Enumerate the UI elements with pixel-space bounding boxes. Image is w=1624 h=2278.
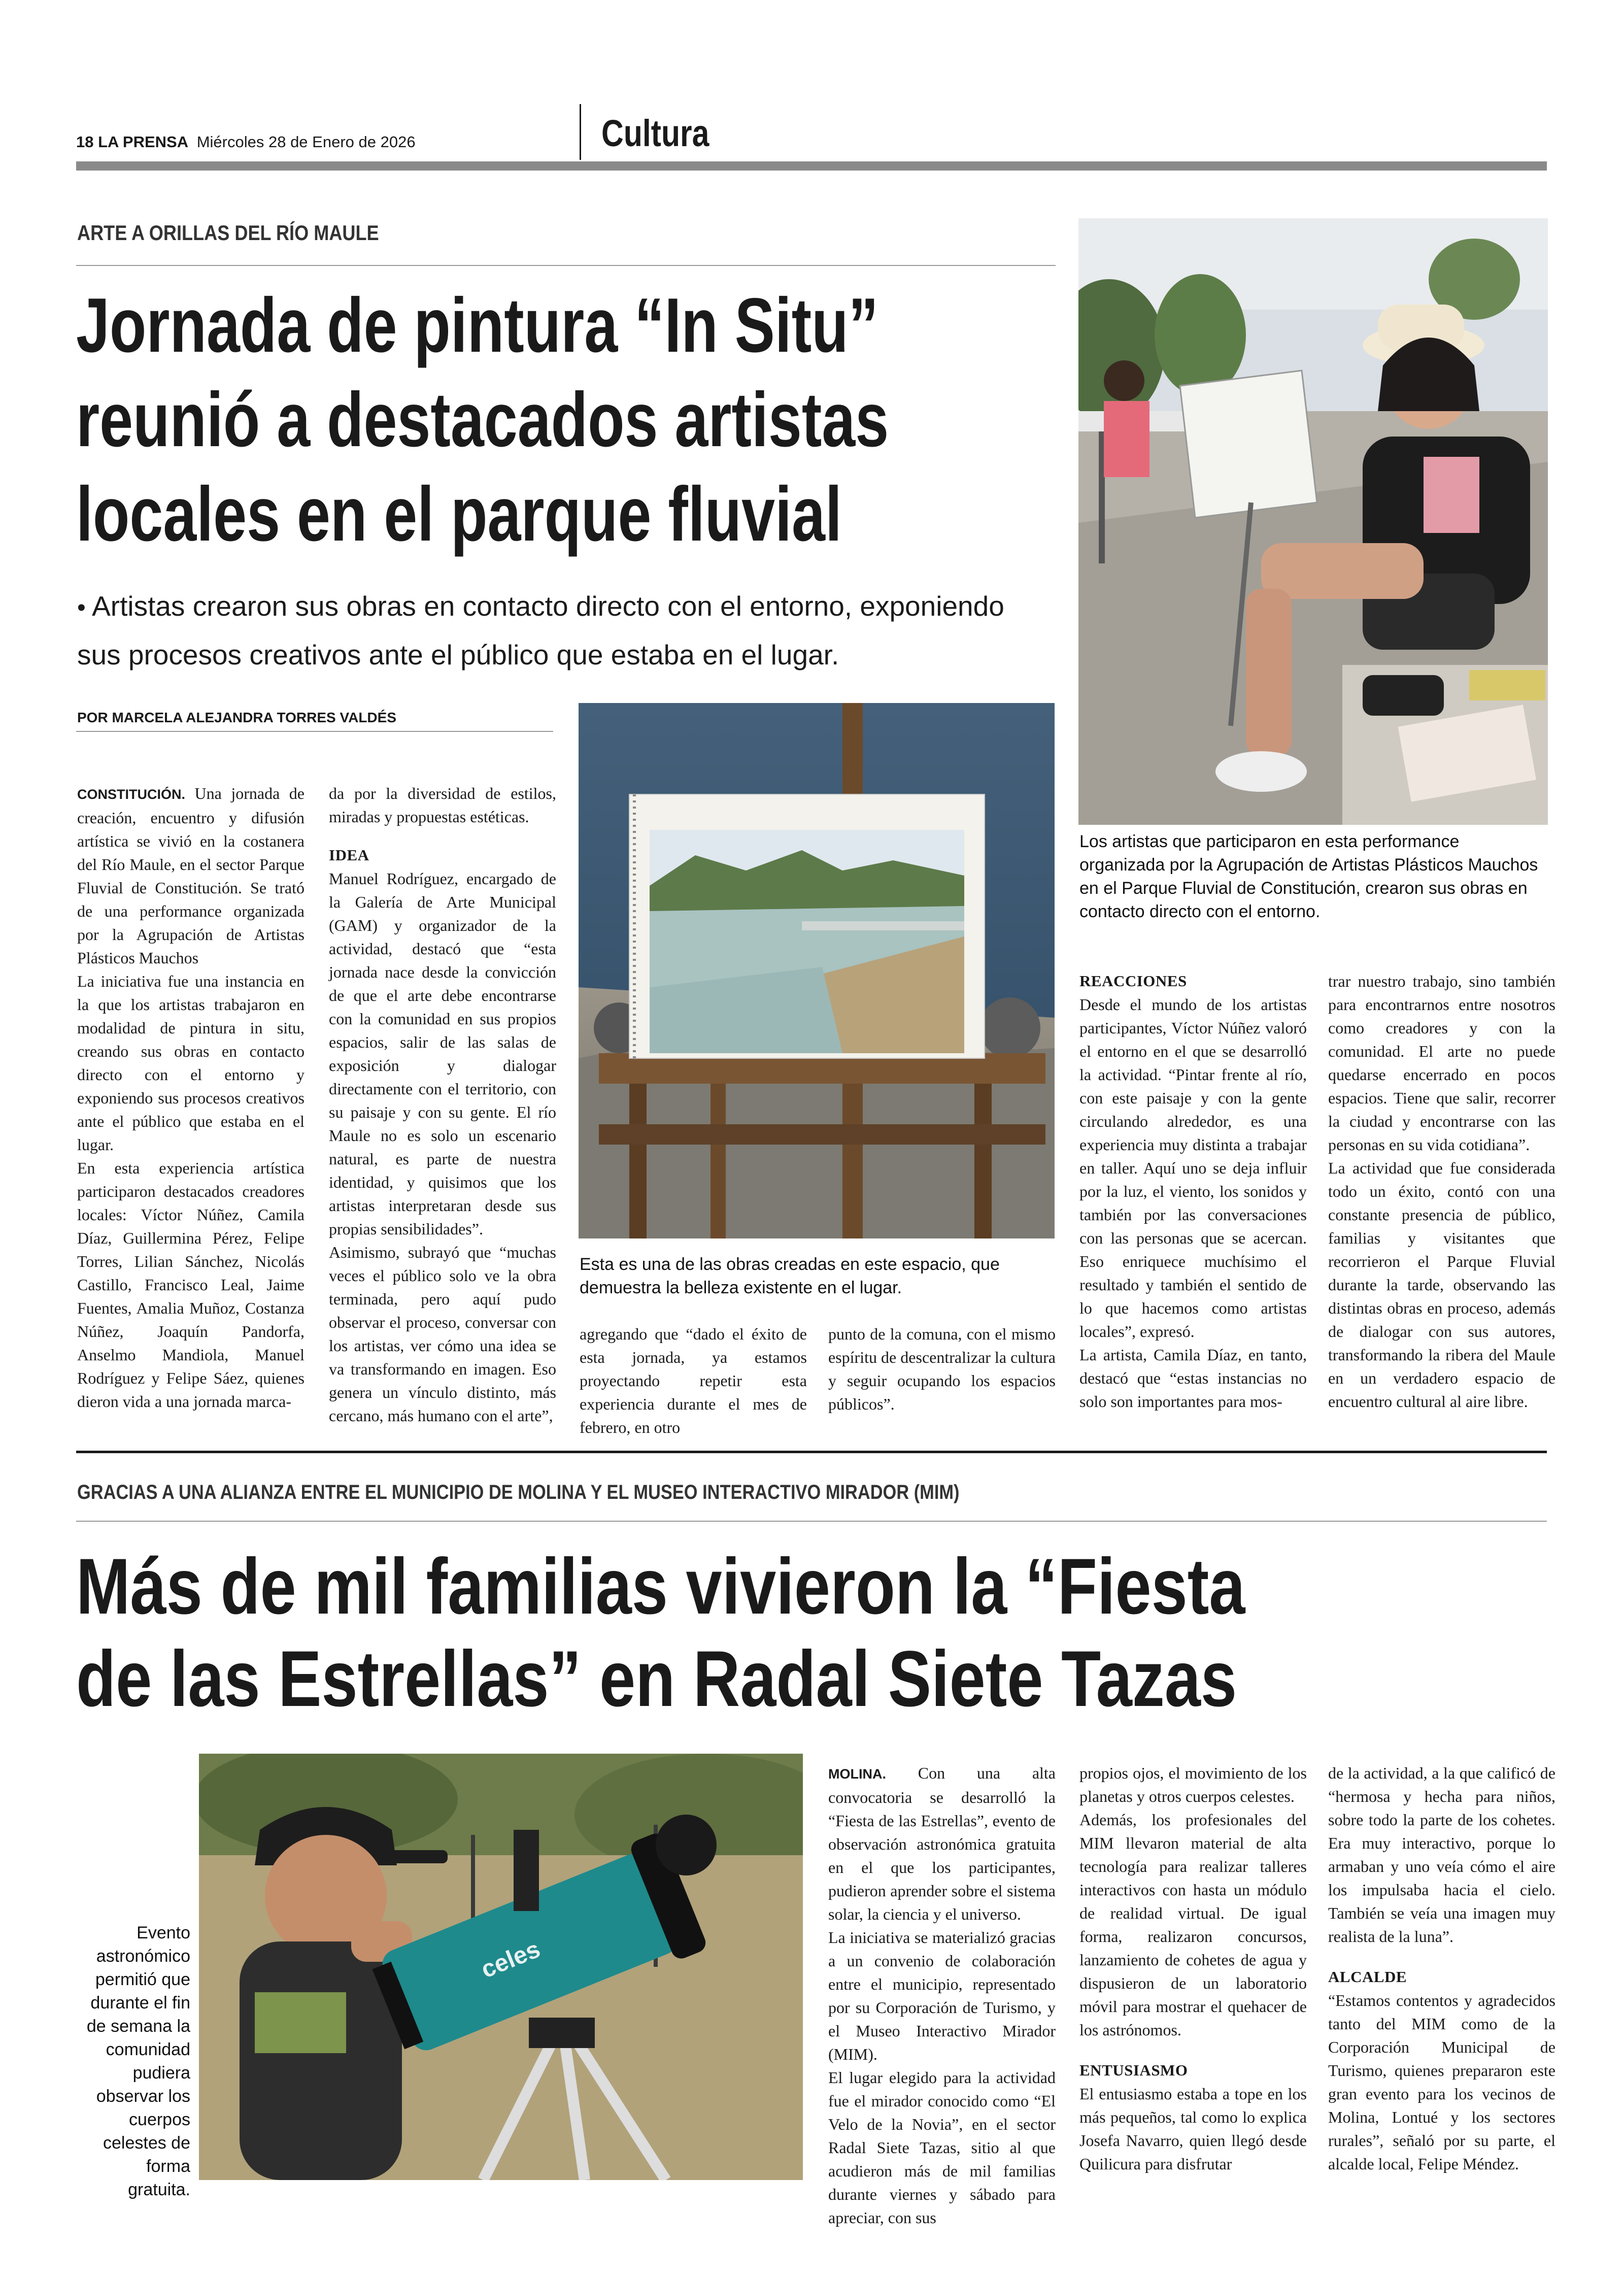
headline-line-2: reunió a destacados artistas: [76, 377, 889, 463]
col2-intro: da por la diversidad de estilos, miradas y propuestas estéticas.: [329, 784, 556, 826]
article1-column-1: [77, 782, 304, 1413]
kicker-rule: [76, 265, 1056, 266]
article-divider: [76, 1451, 1547, 1453]
artists-painting-photo: [1078, 218, 1548, 825]
byline: POR MARCELA ALEJANDRA TORRES VALDÉS: [77, 710, 397, 725]
article1-headline: [76, 278, 889, 561]
col2-para-1: Manuel Rodríguez, encargado de la Galería de Arte Municipal (GAM) y organizador de la actividad, destacó que “esta jornada nace desde la convicción de que el arte debe encontrarse con la comunidad en sus propios espacios, salir de las salas de exposición y dialogar directamente con el territorio, con su paisaje y con su gente. El río Maule no es solo un escenario natural, es parte de nuestra identidad, y quisimos que los artistas interpretaran desde sus propias sensibilidades”.: [329, 869, 556, 1238]
article2-kicker-rule: [76, 1521, 1547, 1522]
svg-text:celes: celes: [477, 1935, 544, 1984]
col5-para-2: La artista, Camila Díaz, en tanto, destacó que “estas instancias no solo son importantes para mos-: [1079, 1346, 1307, 1411]
a2-col1-para-2: La iniciativa se materializó gracias a un convenio de colaboración entre el municipio, representado por su Corporación de Turismo, y el Museo Interactivo Mirador (MIM).: [828, 1928, 1056, 2063]
easel-photo-caption: Esta es una de las obras creadas en este espacio, que demuestra la belleza existente en el lugar.: [580, 1255, 1000, 1297]
easel-painting-icon: [579, 703, 1055, 1238]
article2-kicker: GRACIAS A UNA ALIANZA ENTRE EL MUNICIPIO DE MOLINA Y EL MUSEO INTERACTIVO MIRADOR (MIM): [77, 1481, 960, 1503]
a2-col2-para-3: El entusiasmo estaba a tope en los más pequeños, tal como lo explica Josefa Navarro, quien llegó desde Quilicura para disfrutar: [1079, 2085, 1307, 2173]
col5-para-1: Desde el mundo de los artistas participantes, Víctor Núñez valoró el entorno en el que se desarrolló la actividad. “Pintar frente al río, con este paisaje y con la gente circulando alrededor, es una experiencia muy distinta a trabajar en taller. Aquí uno se deja influir por la luz, el viento, los sonidos y también por las conversaciones con las personas que se acercan. Eso enriquece muchísimo el resultado y también el sentido de lo que hacemos como artistas locales”, expresó.: [1079, 995, 1307, 1341]
article2-column-1: [828, 1761, 1056, 2229]
col3-para: agregando que “dado el éxito de esta jornada, ya estamos proyectando repetir esta experiencia durante el mes de febrero, en otro: [580, 1325, 807, 1436]
page-number: 18: [76, 133, 94, 151]
article1-deck: [77, 583, 1067, 678]
a2-col3-para-2: “Estamos contentos y agradecidos tanto del MIM como de la Corporación Municipal de Turismo, quienes prepararon este gran evento para los vecinos de Molina, Lontué y los sectores rurales”, señaló por su parte, el alcalde local, Felipe Méndez.: [1328, 1991, 1555, 2173]
article1-kicker: ARTE A ORILLAS DEL RÍO MAULE: [77, 221, 379, 245]
deck-bullet: •: [77, 594, 86, 621]
article2-dateline: MOLINA.: [828, 1766, 886, 1782]
col1-para-3: En esta experiencia artística participaron destacados creadores locales: Víctor Núñez, Camila Díaz, Guillermina Pérez, Felipe Torres, Lilian Sánchez, Nicolás Castillo, Francisco Leal, Jaime Fuentes, Amalia Muñoz, Costanza Núñez, Joaquín Pandorfa, Anselmo Mandiola, Manuel Rodríguez y Felipe Sáez, quienes dieron vida a una jornada marca-: [77, 1159, 304, 1411]
subhead-entusiasmo: ENTUSIASMO: [1079, 2061, 1188, 2079]
subhead-reacciones: REACCIONES: [1079, 972, 1187, 990]
issue-date: Miércoles 28 de Enero de 2026: [196, 133, 416, 151]
artists-painting-icon: [1078, 218, 1548, 825]
headline-line-1: Jornada de pintura “In Situ”: [76, 282, 878, 368]
page-header: [76, 133, 416, 153]
a2-col2-para-2: Además, los profesionales del MIM llevaron material de alta tecnología para realizar talleres interactivos con hasta un módulo de realidad virtual. De igual forma, realizaron concursos, lanzamiento de cohetes de agua y dispusieron de un laboratorio móvil para mostrar el quehacer de los astrónomos.: [1079, 1811, 1307, 2039]
easel-painting-photo: [579, 703, 1055, 1238]
section-name: Cultura: [601, 112, 709, 154]
a2-col1-para-1: Con una alta convocatoria se desarrolló la “Fiesta de las Estrellas”, evento de observación astronómica gratuita en el que los participantes, pudieron aprender sobre el sistema solar, la ciencia y el universo.: [828, 1764, 1056, 1923]
deck-line-1: Artistas crearon sus obras en contacto directo con el entorno, exponiendo: [92, 590, 1004, 622]
publication-name: LA PRENSA: [98, 133, 189, 151]
col6-para-2: La actividad que fue considerada todo un éxito, contó con una constante presencia de público, familias y visitantes que recorrieron el Parque Fluvial durante la tarde, observando las distintas obras en proceso, además de dialogar con sus autores, transformando la ribera del Maule en un verdadero espacio de encuentro cultural al aire libre.: [1328, 1159, 1555, 1411]
telescope-icon: [199, 1754, 803, 2180]
headline-line-3: locales en el parque fluvial: [76, 471, 842, 557]
a2-col1-para-3: El lugar elegido para la actividad fue el mirador conocido como “El Velo de la Novia”, en el sector Radal Siete Tazas, sitio al que acudieron más de mil familias durante viernes y sábado para apreciar, con sus: [828, 2068, 1056, 2227]
header-divider: [580, 104, 581, 160]
article2-column-2: [1079, 1761, 1307, 2175]
byline-rule: [76, 731, 553, 732]
header-bar: [76, 161, 1547, 171]
dateline: CONSTITUCIÓN.: [77, 787, 185, 802]
article1-column-5: [1079, 969, 1307, 1413]
col1-para-2: La iniciativa fue una instancia en la que los artistas trabajaron en modalidad de pintura in situ, creando sus obras en contacto directo con el entorno y exponiendo sus procesos creativos ante el público que estaba en el lugar.: [77, 972, 304, 1154]
col4-para: punto de la comuna, con el mismo espíritu de descentralizar la cultura y seguir ocupando los espacios públicos”.: [828, 1325, 1056, 1413]
deck-line-2: sus procesos creativos ante el público que estaba en el lugar.: [77, 639, 839, 671]
col6-para-1: trar nuestro trabajo, sino también para encontrarnos entre nosotros como creadores y con la comunidad. El arte no puede quedarse encerrado en pocos espacios. Tiene que salir, recorrer la ciudad y encontrarse con las personas en su vida cotidiana”.: [1328, 972, 1555, 1154]
subhead-idea: IDEA: [329, 846, 369, 864]
article2-headline-line-1: Más de mil familias vivieron la “Fiesta: [76, 1543, 1245, 1631]
a2-col2-para-1: propios ojos, el movimiento de los planetas y otros cuerpos celestes.: [1079, 1764, 1307, 1805]
article2-column-3: [1328, 1761, 1555, 2175]
telescope-photo: [199, 1754, 803, 2180]
article2-headline: [76, 1540, 1245, 1725]
article1-column-2: [329, 782, 556, 1427]
article2-headline-line-2: de las Estrellas” en Radal Siete Tazas: [76, 1635, 1237, 1723]
a2-col3-para-1: de la actividad, a la que calificó de “hermosa y hecha para niños, sobre todo la parte de los cohetes. Era muy interactivo, porque lo armaban y uno veía cómo el aire los impulsaba hacia el cielo. También se veía una imagen muy realista de la luna”.: [1328, 1764, 1555, 1946]
telescope-photo-caption: Evento astronómico permitió que durante el fin de semana la comunidad pudiera observar los cuerpos celestes de forma gratuita.: [86, 1923, 190, 2199]
col2-para-2: Asimismo, subrayó que “muchas veces el público solo ve la obra terminada, pero aquí pudo observar el proceso, conversar con los artistas, ver cómo una idea se va transformando en imagen. Eso genera un vínculo distinto, más cercano, más humano con el arte”,: [329, 1243, 556, 1425]
article1-column-4: [828, 1322, 1056, 1416]
article1-column-6: [1328, 969, 1555, 1413]
artists-photo-caption: Los artistas que participaron en esta performance organizada por la Agrupación de Artistas Plásticos Mauchos en el Parque Fluvial de Constitución, crearon sus obras en contacto directo con el entorno.: [1079, 832, 1538, 921]
article1-column-3: [580, 1322, 807, 1439]
subhead-alcalde: ALCALDE: [1328, 1968, 1407, 1986]
col1-para-1: Una jornada de creación, encuentro y difusión artística se vivió en la costanera del Río Maule, en el sector Parque Fluvial de Constitución. Se trató de una performance organizada por la Agrupación de Artistas Plásticos Mauchos: [77, 784, 305, 967]
